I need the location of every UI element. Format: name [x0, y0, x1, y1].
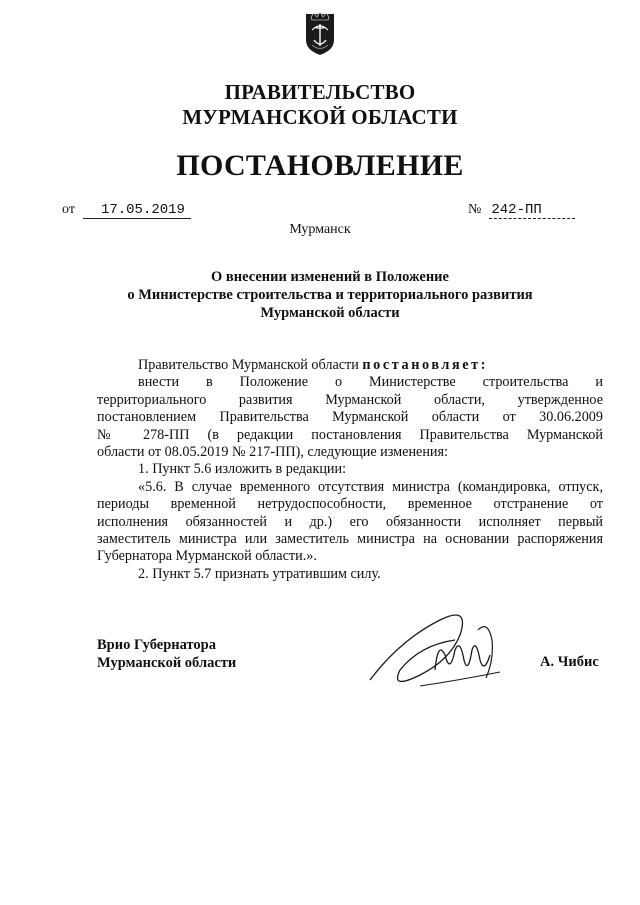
coat-of-arms-icon: [304, 10, 336, 56]
document-type-title: ПОСТАНОВЛЕНИЕ: [176, 149, 464, 182]
subject-line: Мурманской области: [260, 305, 400, 321]
paragraph-line: области от 08.05.2019 № 217-ПП), следующие изменения:: [97, 444, 448, 461]
quote-line: периоды временной нетрудоспособности, временное отстранение от: [97, 496, 603, 513]
number-field: [468, 202, 575, 219]
document-subject: [100, 268, 560, 322]
subject-line: о Министерстве строительства и территориального развития: [127, 287, 533, 303]
date-prefix: от: [62, 202, 75, 217]
quote-line: исполнения обязанностей и др.) его обязанности исполняет первый: [97, 513, 603, 530]
subject-line: О внесении изменений в Положение: [211, 269, 449, 285]
signer-name: А. Чибис: [540, 654, 599, 670]
city-name: Мурманск: [289, 222, 351, 237]
decides-word: постановляет:: [362, 357, 489, 373]
paragraph-line: внести в Положение о Министерстве строительства и: [138, 374, 603, 391]
position-line: Врио Губернатора: [97, 637, 216, 653]
intro-text: Правительство Мурманской области: [138, 357, 359, 373]
paragraph-line: постановлением Правительства Мурманской области от 30.06.2009: [97, 409, 603, 426]
document-body: [97, 357, 603, 583]
quote-line: заместитель министра или заместитель министра на основании распоряжения: [97, 531, 603, 548]
number-value: 242-ПП: [489, 202, 575, 219]
item-2: 2. Пункт 5.7 признать утратившим силу.: [138, 565, 381, 582]
item-1: 1. Пункт 5.6 изложить в редакции:: [138, 461, 347, 478]
handwritten-signature-icon: [360, 600, 540, 700]
decree-intro: [97, 357, 603, 374]
signer-position: [97, 636, 236, 672]
date-value: 17.05.2019: [83, 202, 191, 219]
number-prefix: №: [468, 202, 482, 217]
government-name-line1: ПРАВИТЕЛЬСТВО: [224, 80, 416, 104]
paragraph-line: № 278-ПП (в редакции постановления Правительства Мурманской: [97, 426, 603, 443]
paragraph-line: территориального развития Мурманской области, утвержденное: [97, 391, 603, 408]
quote-line: Губернатора Мурманской области.».: [97, 548, 317, 565]
position-line: Мурманской области: [97, 655, 237, 671]
government-name-line2: МУРМАНСКОЙ ОБЛАСТИ: [182, 105, 458, 129]
quote-line: «5.6. В случае временного отсутствия министра (командировка, отпуск,: [138, 478, 603, 495]
date-field: [62, 202, 191, 219]
